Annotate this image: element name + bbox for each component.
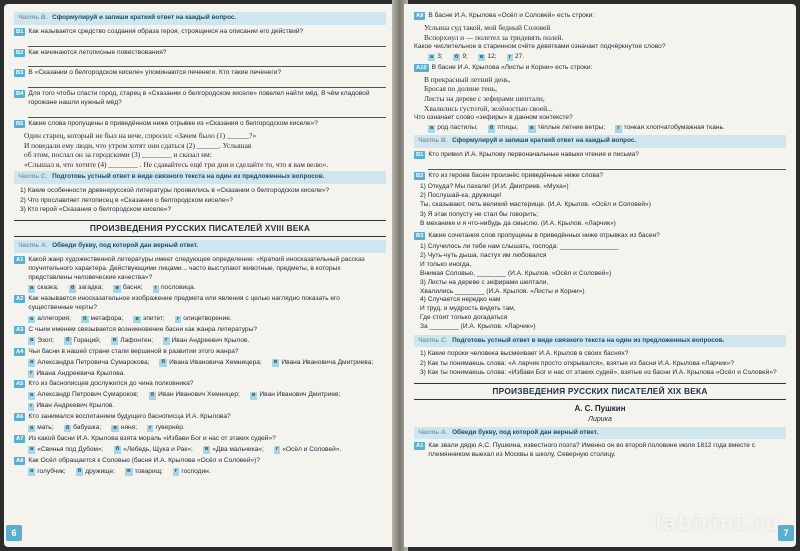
option-letter: а: [30, 446, 34, 453]
answer-option[interactable]: [81, 315, 123, 324]
c-questions-list: [420, 350, 786, 378]
page-number: 7: [778, 525, 794, 541]
quote-line: 2) Послушай-ка, дружище!: [420, 191, 502, 199]
option-text: 27.: [515, 53, 525, 61]
answer-option[interactable]: [528, 124, 605, 133]
question-a5: [14, 380, 386, 389]
question-b4: [14, 90, 386, 108]
question-a2: [14, 295, 386, 313]
answer-option[interactable]: [28, 424, 54, 433]
b5-passage: [24, 131, 386, 170]
options: [28, 391, 386, 411]
option-letter: а: [30, 284, 34, 291]
option-letter: а: [30, 468, 34, 475]
verse-line: Хвалились густотой, зелёностью своей...: [424, 103, 553, 113]
option-text: Иван Иванович Хемницер;: [158, 391, 240, 399]
question-badge: A3: [16, 327, 24, 334]
verse-line: Вспорхнул и — полетел за тридевять полей.: [424, 32, 564, 42]
question-b1: [14, 28, 386, 37]
option-letter: г: [275, 446, 279, 453]
option-text: товарищ;: [134, 467, 163, 475]
question-badge: B1: [416, 151, 424, 158]
option-letter: а: [30, 337, 34, 344]
fragment-line: Где стоит только догадаться: [420, 314, 508, 322]
quote-line: В механике и я что-нибудь да смыслю. (И.А. Крылов. «Ларчик»): [420, 220, 616, 228]
question-text: Какие слова пропущены в приведённом ниже отрывке из «Сказания о белгородском киселе»?: [28, 120, 318, 128]
answer-option[interactable]: [175, 315, 232, 324]
part-tag: Часть C.: [418, 336, 448, 344]
fragment-line: И только иногда,: [420, 260, 472, 268]
option-text: басня;: [122, 284, 143, 292]
a9-question: Какое числительное в старинном счёте девятками означает подчёркнутое слово?: [414, 43, 666, 51]
option-letter: г: [165, 337, 168, 344]
option-letter: а: [30, 391, 34, 398]
option-letter: а: [30, 315, 34, 322]
quote-line: 1) Откуда? Мы пахали! (И.И. Дмитриев. «Муха»): [420, 182, 569, 190]
answer-option[interactable]: [615, 124, 725, 133]
option-letter: г: [30, 370, 33, 377]
option-text: Гораций;: [73, 336, 101, 344]
question-text: В басне И.А. Крылова «Осёл и Соловей» есть строки:: [428, 12, 595, 19]
a9-options: [428, 53, 786, 62]
question-text: Как называется иносказательное изображение предмета или явления с целью наглядно показать его существенные черты?: [28, 295, 340, 312]
option-letter: б: [150, 391, 155, 398]
question-text: Кто привил И.А. Крылову первоначальные навыки чтения и письма?: [428, 150, 639, 158]
part-c-header: [414, 335, 786, 348]
option-text: Александра Петровича Сумарокова;: [37, 358, 150, 366]
question-a7: [14, 435, 386, 444]
option-text: 3;: [437, 53, 443, 61]
list-item: 2) Как ты понимаешь слова: «А ларчик просто открывался», взятые из басни И.А. Крылова «Ларчик»?: [420, 359, 735, 367]
options: [28, 424, 386, 433]
option-text: дружище;: [85, 467, 115, 475]
answer-option[interactable]: [272, 359, 373, 368]
answer-option[interactable]: [250, 391, 341, 400]
left-page: [4, 4, 396, 547]
option-text: 9;: [462, 53, 468, 61]
answer-option[interactable]: [64, 337, 101, 346]
question-text: Какой жанр художественной литературы имеет следующее определение: «Краткий иносказательный рассказ поучительного характера. Действующими лицами... часто выступают животные, предметы, в которых представлены человеческие качества»?: [28, 255, 365, 281]
part-tag: Часть C.: [18, 173, 48, 181]
part-b-header: [14, 12, 386, 25]
options: [28, 359, 386, 379]
a10-question: Что означает слово «зефиры» в данном контексте?: [414, 114, 573, 122]
question-badge: A5: [16, 381, 24, 388]
answer-option[interactable]: [28, 370, 125, 379]
answer-option[interactable]: [203, 446, 264, 455]
part-instruction: Обведи букву, под которой дан верный ответ.: [452, 428, 599, 436]
option-letter: в: [115, 284, 119, 291]
part-tag: Часть A.: [18, 242, 48, 250]
option-text: тёплые летние ветры;: [537, 124, 606, 132]
answer-option[interactable]: [69, 284, 104, 293]
question-badge: A8: [16, 457, 24, 464]
answer-option[interactable]: [507, 53, 525, 62]
option-text: метафора;: [90, 315, 124, 323]
quote-line: Ты, сказывают, петь великий мастерище. (И.А. Крылов. «Осёл и Соловей»): [420, 201, 651, 209]
option-letter: г: [149, 424, 152, 431]
question-b5: [14, 120, 386, 129]
answer-option[interactable]: [28, 446, 104, 455]
answer-option[interactable]: [28, 284, 59, 293]
part-a-header: [14, 240, 386, 253]
part-instruction: Сформулируй и запиши краткий ответ на каждый вопрос.: [452, 137, 637, 145]
option-text: мать;: [37, 424, 54, 432]
option-letter: б: [70, 284, 75, 291]
section-title: ПРОИЗВЕДЕНИЯ РУССКИХ ПИСАТЕЛЕЙ XIX ВЕКА: [414, 383, 786, 400]
question-b1: [414, 151, 786, 160]
question-text: Из какой басни И.А. Крылова взята мораль «Избави Бог и нас от этаких судей»?: [28, 434, 276, 442]
fragment-line: 3) Листы на дереве с зефирами шептали,: [420, 278, 549, 286]
options: [28, 315, 386, 324]
answer-option[interactable]: [28, 468, 66, 477]
answer-option[interactable]: [274, 446, 342, 455]
verse-line: Бросая по долине тень,: [424, 84, 497, 94]
question-text: С чьим именем связывается возникновение басни как жанра литературы?: [28, 326, 257, 334]
answer-option[interactable]: [113, 284, 142, 293]
passage-line: И поведали ему люди, что утром хотят они сдаться (2) ______. Услышав: [24, 140, 252, 150]
question-a1: [14, 256, 386, 283]
option-letter: а: [430, 124, 434, 131]
question-text: Кто из героев басен произнёс приведённые ниже слова?: [428, 171, 604, 179]
right-page-content: [414, 10, 786, 541]
option-text: птицы;: [497, 124, 518, 132]
option-text: гувернёр.: [155, 424, 185, 432]
part-a-header: [414, 427, 786, 440]
question-b2: [14, 49, 386, 58]
option-letter: в: [273, 359, 278, 366]
option-text: сказка;: [37, 284, 59, 292]
question-badge: B3: [416, 232, 424, 239]
part-instruction: Обведи букву, под которой дан верный ответ.: [52, 242, 199, 250]
passage-line: «Слышал я, что хотите (4) ________ . Не сдавайтесь ещё три дня и сделайте то, что я вам велю».: [24, 159, 329, 169]
question-b3: [14, 69, 386, 78]
fragment-line: И труд, и мудрость видеть там,: [420, 305, 516, 313]
question-badge: A4: [16, 348, 24, 355]
option-text: голубчик;: [37, 467, 66, 475]
option-letter: г: [174, 468, 178, 475]
answer-option[interactable]: [478, 53, 497, 62]
part-tag: Часть B.: [18, 14, 48, 21]
option-letter: б: [489, 124, 494, 131]
question-text: Чьи басни в нашей стране стали вершиной в развитии этого жанра?: [28, 347, 239, 355]
question-a10: [414, 64, 786, 73]
option-letter: б: [77, 468, 82, 475]
option-letter: б: [65, 424, 70, 431]
question-badge: B3: [16, 70, 24, 77]
fragment-line: За ________ (И.А. Крылов. «Ларчик»): [420, 323, 536, 331]
verse-line: Услыша суд такой, мой бедный Соловей: [424, 22, 551, 32]
section-title: ПРОИЗВЕДЕНИЯ РУССКИХ ПИСАТЕЛЕЙ XVIII ВЕКА: [14, 220, 386, 237]
question-text: Какие сочетания слов пропущены в приведённых ниже отрывках из басен?: [428, 231, 660, 239]
option-text: «Два мальчика»;: [212, 445, 264, 453]
passage-line: Один старец, который не был на вече, спросил: «Зачем было (1) ______?»: [24, 130, 257, 140]
question-badge: B1: [16, 28, 24, 35]
answer-option[interactable]: [28, 391, 139, 400]
answer-option[interactable]: [114, 446, 193, 455]
option-letter: г: [154, 284, 157, 291]
answer-line[interactable]: [428, 162, 786, 170]
a10-verse: [424, 75, 786, 114]
option-text: Лафонтен;: [120, 336, 154, 344]
author-name: А. С. Пушкин: [574, 404, 626, 414]
b3-fragments: [420, 243, 786, 332]
list-item: 2) Что прославляет летописец в «Сказании о белгородском киселе»?: [20, 196, 233, 204]
option-text: няня;: [120, 424, 138, 432]
option-text: бабушка;: [73, 424, 102, 432]
question-badge: A1: [416, 443, 424, 450]
verse-line: Листы на дереве с зефирами шептали,: [424, 94, 545, 104]
answer-option[interactable]: [111, 337, 153, 346]
fragment-line: Хвалились ________ (И.А. Крылов. «Листы и Корни»): [420, 287, 585, 295]
option-letter: в: [251, 391, 256, 398]
part-c-header: [14, 171, 386, 184]
question-a1: [414, 442, 786, 460]
fragment-line: 4) Случается нередко нам: [420, 296, 501, 304]
option-letter: в: [127, 468, 131, 475]
fragment-line: 2) Чуть-чуть дыша, пастух им любовался: [420, 251, 547, 259]
question-text: В басне И.А. Крылова «Листы и Корни» есть строки:: [431, 63, 593, 71]
question-text: В «Сказании о белгородском киселе» упоминаются печенеги. Кто такие печенеги?: [28, 69, 282, 77]
option-text: загадка;: [78, 284, 104, 292]
answer-option[interactable]: [428, 53, 443, 62]
part-b-header: [414, 135, 786, 148]
part-instruction: Сформулируй и запиши краткий ответ на каждый вопрос.: [52, 14, 237, 21]
question-a3: [14, 326, 386, 335]
option-letter: в: [112, 337, 117, 344]
answer-line[interactable]: [28, 59, 386, 67]
option-text: Иван Андреевич Крылов.: [171, 336, 250, 344]
question-a8: [14, 457, 386, 466]
option-letter: г: [508, 53, 511, 60]
answer-option[interactable]: [64, 424, 102, 433]
question-a4: [14, 348, 386, 357]
option-letter: в: [135, 315, 139, 322]
answer-option[interactable]: [76, 468, 115, 477]
question-b3: [414, 232, 786, 241]
question-b2: [414, 172, 786, 181]
question-badge: A7: [16, 435, 24, 442]
option-text: господин.: [181, 467, 211, 475]
passage-line: об этом, послал он за городскими (3) ________ и сказал им:: [24, 150, 212, 160]
c-questions-list: [20, 187, 386, 215]
question-badge: B2: [416, 172, 424, 179]
answer-option[interactable]: [149, 391, 240, 400]
option-letter: в: [204, 446, 209, 453]
answer-line[interactable]: [28, 80, 386, 88]
answer-line[interactable]: [28, 39, 386, 47]
option-letter: г: [176, 315, 180, 322]
option-text: Ивана Ивановича Дмитриева;: [281, 358, 374, 366]
answer-option[interactable]: [111, 424, 137, 433]
question-text: Как Осёл обращается к Соловью (басня И.А. Крылова «Осёл и Соловей»)?: [28, 456, 261, 464]
quote-line: 3) Я этак попусту не стал бы говорить;: [420, 210, 539, 218]
option-letter: б: [115, 446, 120, 453]
option-letter: в: [529, 124, 534, 131]
part-instruction: Подготовь устный ответ в виде связного текста на один из предложенных вопросов.: [452, 336, 725, 344]
option-letter: г: [617, 124, 620, 131]
question-text: Кто из баснописцев дослужился до чина полковника?: [28, 380, 194, 388]
option-text: олицетворение.: [183, 315, 232, 323]
option-text: Иван Иванович Дмитриев;: [259, 391, 341, 399]
question-a6: [14, 413, 386, 422]
option-text: «Лебедь, Щука и Рак»;: [123, 445, 193, 453]
option-text: род пастилы;: [437, 124, 478, 132]
answer-option[interactable]: [488, 124, 518, 133]
option-letter: б: [161, 359, 166, 366]
option-letter: в: [113, 424, 117, 431]
answer-option[interactable]: [125, 468, 163, 477]
question-text: Для того чтобы спасти город, старец в «Сказании о белгородском киселе» повелел найти мёд. В чём кладовой горожане нашли нужный мёд?: [28, 90, 370, 107]
answer-option[interactable]: [153, 284, 196, 293]
part-tag: Часть B.: [418, 137, 448, 145]
option-text: «Осёл и Соловей».: [282, 445, 342, 453]
verse-line: В прекрасный летний день,: [424, 74, 511, 84]
left-page-content: [14, 10, 386, 541]
answer-line[interactable]: [28, 110, 386, 118]
option-letter: б: [82, 315, 87, 322]
fragment-line: 1) Случилось ли тебе нам слышать, господа: ________________: [420, 242, 619, 250]
answer-option[interactable]: [453, 53, 468, 62]
option-text: аллегория;: [37, 315, 71, 323]
answer-option[interactable]: [28, 402, 114, 411]
question-badge: A2: [16, 296, 24, 303]
option-text: Ивана Ивановича Хемницера;: [169, 358, 262, 366]
answer-option[interactable]: [28, 337, 54, 346]
answer-option[interactable]: [173, 468, 211, 477]
answer-option[interactable]: [147, 424, 185, 433]
right-page: [404, 4, 796, 547]
answer-option[interactable]: [159, 359, 261, 368]
part-instruction: Подготовь устный ответ в виде связного текста на один из предложенных вопросов.: [52, 173, 325, 181]
answer-option[interactable]: [28, 359, 149, 368]
list-item: 1) Какие пороки человека высмеивает И.А. Крылов в своих баснях?: [420, 350, 629, 358]
list-item: 1) Какие особенности древнерусской литературы проявились в «Сказании о белгородском киселе»?: [20, 187, 330, 195]
options: [28, 337, 386, 346]
list-item: 3) Как ты понимаешь слова: «Избави Бог и нас от этаких судей», взятые из басни И.А. Крылова «Осёл и Соловей»?: [420, 369, 777, 377]
a-questions: [14, 256, 386, 477]
b2-quotes: [420, 183, 786, 229]
option-letter: а: [30, 424, 34, 431]
option-text: эпитет;: [142, 315, 165, 323]
question-badge: A9: [416, 13, 424, 19]
question-text: Как начинаются летописные повествования?: [28, 48, 167, 56]
question-badge: A6: [16, 414, 24, 421]
option-text: «Свинья под Дубом»;: [37, 445, 104, 453]
page-number: 6: [6, 525, 22, 541]
answer-option[interactable]: [133, 315, 164, 324]
option-text: 12;: [487, 53, 497, 61]
question-badge: B5: [16, 121, 24, 128]
question-badge: A10: [416, 64, 427, 71]
options: [28, 446, 386, 455]
question-a9: [414, 12, 786, 21]
part-tag: Часть A.: [418, 428, 448, 436]
question-badge: A1: [16, 256, 24, 263]
answer-option[interactable]: [428, 124, 478, 133]
question-text: Как называется средство создания образа героя, строящееся на описании его действий?: [28, 27, 304, 35]
a10-options: [428, 124, 786, 133]
option-text: Иван Андреевич Крылов.: [36, 402, 115, 410]
option-letter: а: [430, 53, 434, 60]
answer-option[interactable]: [163, 337, 249, 346]
options: [28, 284, 386, 293]
watermark: labirint.ru: [655, 511, 780, 535]
question-badge: B4: [16, 91, 24, 98]
fragment-line: Внимая Соловью, ________ (И.А. Крылов. «Осёл и Соловей»): [420, 269, 612, 277]
option-letter: б: [66, 337, 70, 344]
option-text: тонкая хлопчатобумажная ткань.: [623, 124, 725, 132]
options: [28, 468, 386, 477]
answer-option[interactable]: [28, 315, 71, 324]
option-letter: а: [30, 359, 34, 366]
option-text: Эзоп;: [37, 336, 54, 344]
option-text: Александр Петрович Сумароков;: [37, 391, 139, 399]
question-text: Как звали дядю А.С. Пушкина, известного поэта? Именно он во второй половине июля 1812 года вместе с племянником выехал из Москвы в школу, Северную столицу.: [428, 442, 756, 459]
question-badge: B2: [16, 49, 24, 56]
question-text: Кто занимался воспитанием будущего баснописца И.А. Крылова?: [28, 413, 231, 421]
list-item: 3) Кто герой «Сказания о белгородском киселе»?: [20, 205, 172, 213]
genre-label: Лирика: [588, 416, 612, 424]
option-letter: в: [479, 53, 484, 60]
option-text: Ивана Андреевича Крылова.: [36, 369, 126, 377]
option-letter: б: [454, 53, 459, 60]
a9-verse: [424, 23, 786, 42]
option-letter: г: [30, 402, 33, 409]
option-text: пословица.: [160, 284, 196, 292]
